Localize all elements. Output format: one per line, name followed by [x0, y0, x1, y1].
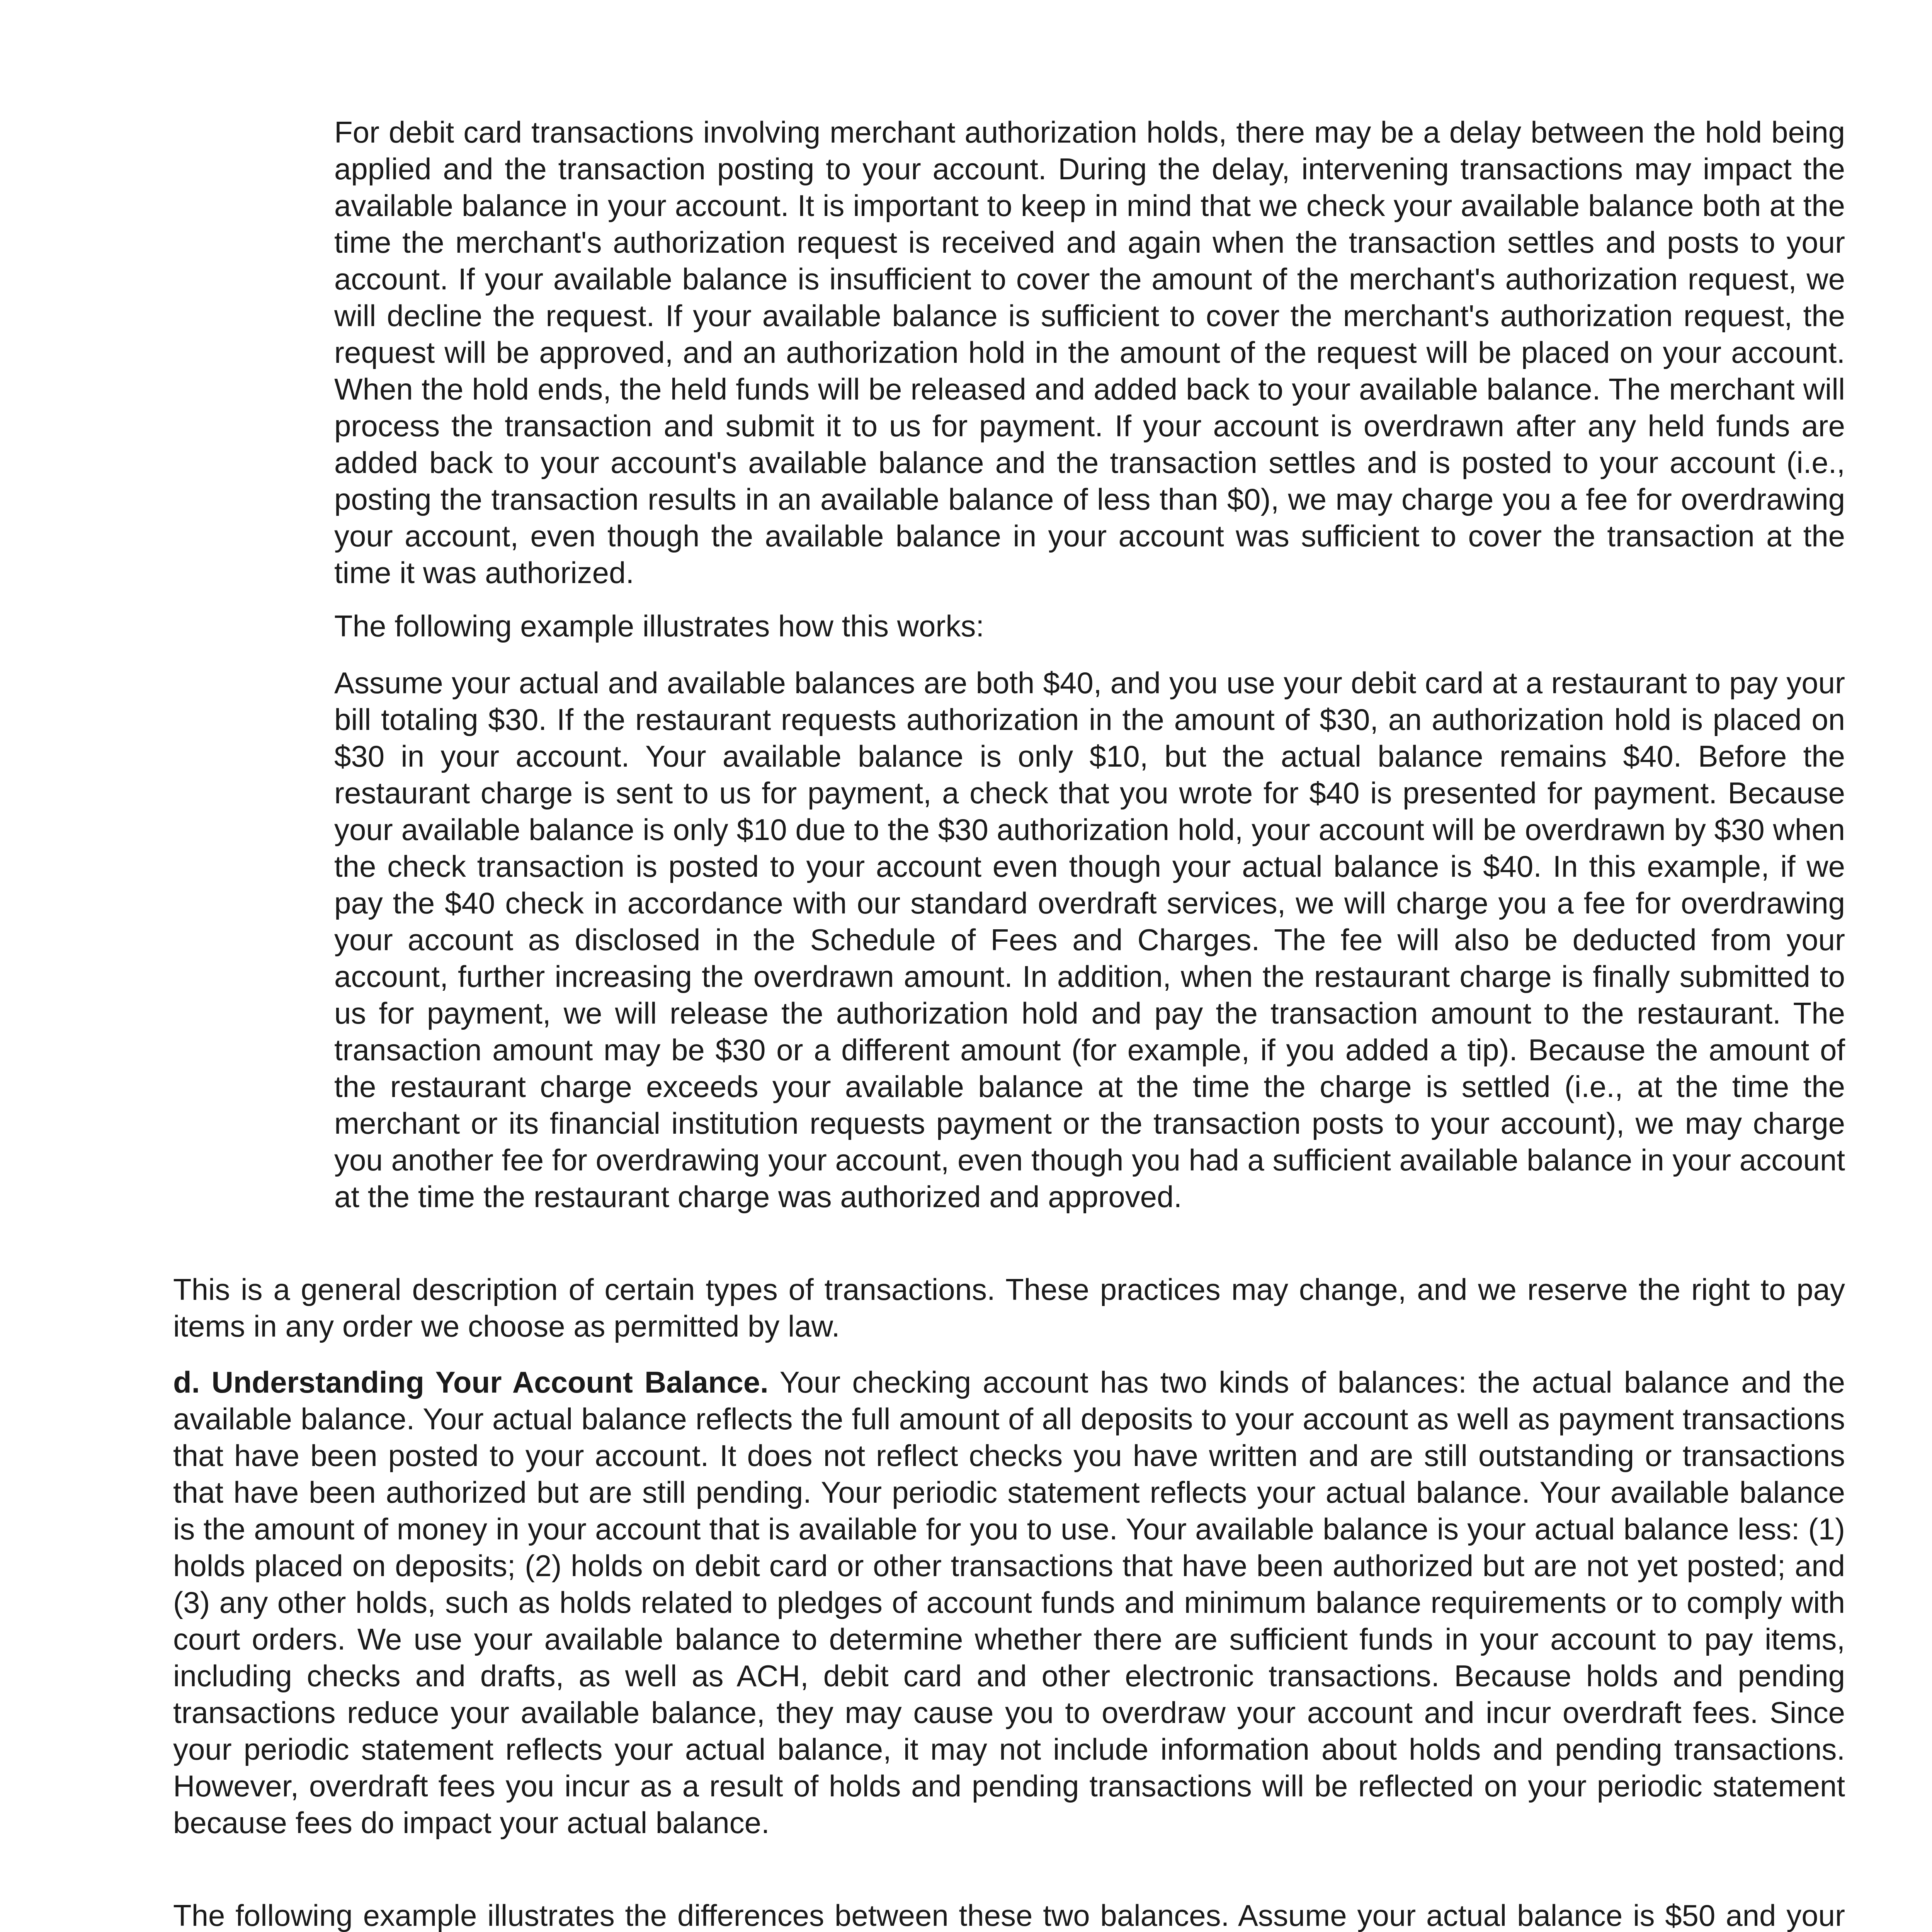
paragraph-general-description: This is a general description of certain types of transactions. These practices may change, and we reserve the right to pay items in any order we choose as permitted by law. — [173, 1272, 1845, 1343]
paragraph-authorization-holds: For debit card transactions involving merchant authorization holds, there may be a delay between the hold being applied and the transaction posting to your account. During the delay, intervening transactions may impact the available balance in your account. It is important to keep in mind that we check your available balance both at the time the merchant's authorization request is received and again when the transaction settles and posts to your account. If your available balance is insufficient to cover the amount of the merchant's authorization request, we will decline the request. If your available balance is sufficient to cover the merchant's authorization request, the request will be approved, and an authorization hold in the amount of the request will be placed on your account. When the hold ends, the held funds will be released and added back to your available balance. The merchant will process the transaction and submit it to us for payment. If your account is overdrawn after any held funds are added back to your account's available balance and the transaction settles and is posted to your account (i.e., posting the transaction results in an available balance of less than $0), we may charge you a fee for overdrawing your account, even though the available balance in your account was sufficient to cover the transaction at the time it was authorized. — [334, 115, 1845, 590]
paragraph-example-intro: The following example illustrates how this works: — [334, 609, 985, 643]
paragraph-account-balance — [173, 1364, 1845, 1841]
paragraph-account-balance-body: Your checking account has two kinds of balances: the actual balance and the available balance. Your actual balance reflects the full amount of all deposits to your account as well as payment transactions that have been posted to your account. It does not reflect checks you have written and are still outstanding or transactions that have been authorized but are still pending. Your periodic statement reflects your actual balance. Your available balance is the amount of money in your account that is available for you to use. Your available balance is your actual balance less: (1) holds placed on deposits; (2) holds on debit card or other transactions that have been authorized but are not yet posted; and (3) any other holds, such as holds related to pledges of account funds and minimum balance requirements or to comply with court orders. We use your available balance to determine whether there are sufficient funds in your account to pay items, including checks and drafts, as well as ACH, debit card and other electronic transactions. Because holds and pending transactions reduce your available balance, they may cause you to overdraw your account and incur overdraft fees. Since your periodic statement reflects your actual balance, it may not include information about holds and pending transactions. However, overdraft fees you incur as a result of holds and pending transactions will be reflected on your periodic statement because fees do impact your actual balance. — [173, 1365, 1845, 1840]
paragraph-gas-station-example: The following example illustrates the differences between these two balances. Assume your actual balance is $50 and your — [173, 1898, 1845, 1932]
paragraph-restaurant-example: Assume your actual and available balances are both $40, and you use your debit card at a restaurant to pay your bill totaling $30. If the restaurant requests authorization in the amount of $30, an authorization hold is placed on $30 in your account. Your available balance is only $10, but the actual balance remains $40. Before the restaurant charge is sent to us for payment, a check that you wrote for $40 is presented for payment. Because your available balance is only $10 due to the $30 authorization hold, your account will be overdrawn by $30 when the check transaction is posted to your account even though your actual balance is $40. In this example, if we pay the $40 check in accordance with our standard overdraft services, we will charge you a fee for overdrawing your account as disclosed in the Schedule of Fees and Charges. The fee will also be deducted from your account, further increasing the overdrawn amount. In addition, when the restaurant charge is finally submitted to us for payment, we will release the authorization hold and pay the transaction amount to the restaurant. The transaction amount may be $30 or a different amount (for example, if you added a tip). Because the amount of the restaurant charge exceeds your available balance at the time the charge is settled (i.e., at the time the merchant or its financial institution requests payment or the transaction posts to your account), we may charge you another fee for overdrawing your account, even though you had a sufficient available balance in your account at the time the restaurant charge was authorized and approved. — [334, 666, 1845, 1214]
section-heading-d: d. Understanding Your Account Balance. — [173, 1365, 769, 1399]
